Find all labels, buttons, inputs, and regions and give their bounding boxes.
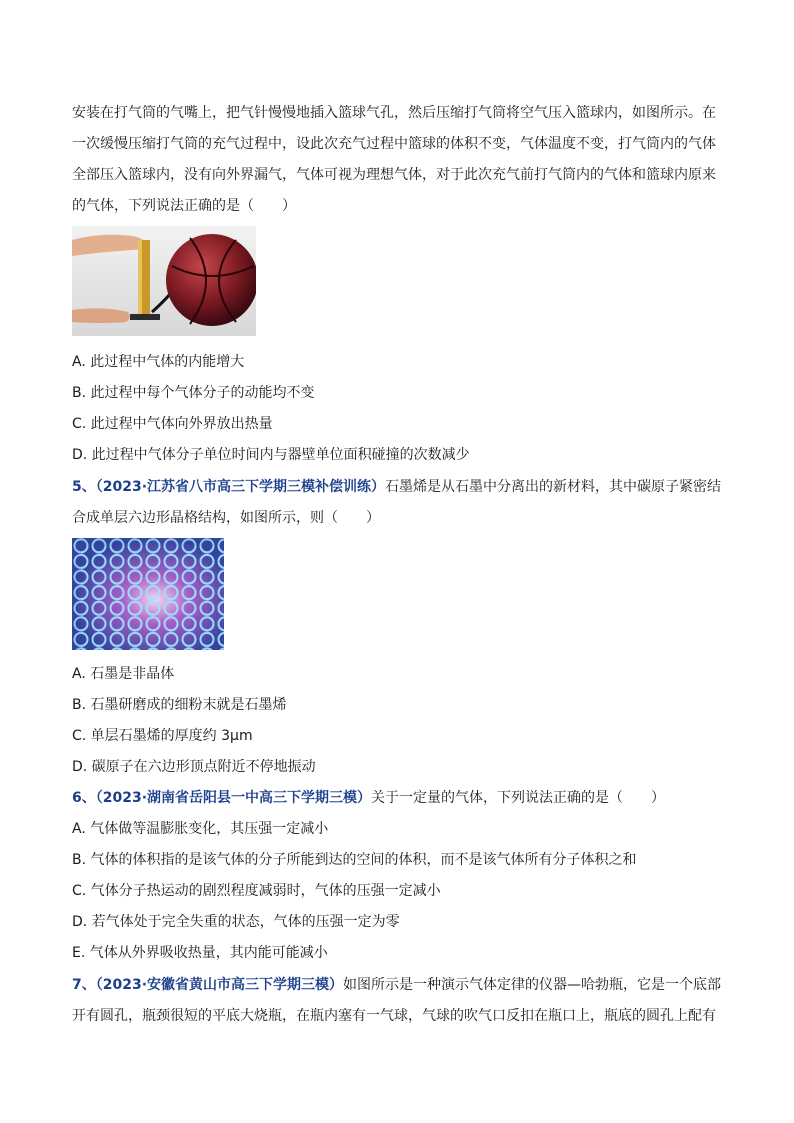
q5-option-d: D. 碳原子在六边形顶点附近不停地振动 (72, 759, 316, 775)
q6-option-d: D. 若气体处于完全失重的状态，气体的压强一定为零 (72, 914, 400, 930)
q7-stem-line-1 (72, 975, 732, 995)
q6-option-c: C. 气体分子热运动的剧烈程度减弱时，气体的压强一定减小 (72, 883, 441, 899)
q4-stem-line-3: 全部压入篮球内，没有向外界漏气，气体可视为理想气体，对于此次充气前打气筒内的气体和篮球内原来 (72, 167, 716, 183)
q4-option-d: D. 此过程中气体分子单位时间内与器壁单位面积碰撞的次数减少 (72, 447, 470, 463)
q6-source: （2023·湖南省岳阳县一中高三下学期三模） (95, 790, 372, 806)
q4-option-c: C. 此过程中气体向外界放出热量 (72, 416, 273, 432)
q5-source: （2023·江苏省八市高三下学期三模补偿训练） (95, 479, 386, 495)
q4-stem-line-4: 的气体，下列说法正确的是（ ） (72, 198, 296, 214)
graphene-lattice-figure (72, 538, 224, 650)
q6-number: 6、 (72, 790, 96, 806)
q5-stem-line-1 (72, 477, 732, 497)
q4-stem-line-2: 一次缓慢压缩打气筒的充气过程中，设此次充气过程中篮球的体积不变，气体温度不变，打气筒内的气体 (72, 136, 716, 152)
q4-stem-line-1: 安装在打气筒的气嘴上，把气针慢慢地插入篮球气孔，然后压缩打气筒将空气压入篮球内，如图所示。在 (72, 105, 716, 121)
q6-option-a: A. 气体做等温膨胀变化，其压强一定减小 (72, 821, 329, 837)
basketball-pump-figure (72, 226, 256, 336)
graphene-lattice-illustration (72, 538, 224, 650)
q7-number: 7、 (72, 977, 96, 993)
q7-stem-line-2: 开有圆孔，瓶颈很短的平底大烧瓶，在瓶内塞有一气球，气球的吹气口反扣在瓶口上，瓶底的圆孔上配有 (72, 1008, 716, 1024)
q5-stem-text: 石墨烯是从石墨中分离出的新材料，其中碳原子紧密结 (385, 479, 722, 495)
q7-source: （2023·安徽省黄山市高三下学期三模） (95, 977, 344, 993)
q5-option-c: C. 单层石墨烯的厚度约 3μm (72, 728, 253, 744)
q4-option-b: B. 此过程中每个气体分子的动能均不变 (72, 385, 315, 401)
q6-option-e: E. 气体从外界吸收热量，其内能可能减小 (72, 945, 328, 961)
q6-stem-text: 关于一定量的气体，下列说法正确的是（ ） (371, 790, 666, 806)
q5-number: 5、 (72, 479, 96, 495)
q6-option-b: B. 气体的体积指的是该气体的分子所能到达的空间的体积，而不是该气体所有分子体积之和 (72, 852, 637, 868)
q4-option-a: A. 此过程中气体的内能增大 (72, 354, 245, 370)
q5-option-b: B. 石墨研磨成的细粉末就是石墨烯 (72, 697, 287, 713)
q5-stem-line-2: 合成单层六边形晶格结构，如图所示，则（ ） (72, 510, 380, 526)
q5-option-a: A. 石墨是非晶体 (72, 666, 175, 682)
basketball-pump-illustration (72, 226, 256, 336)
q7-stem-text: 如图所示是一种演示气体定律的仪器—哈勃瓶，它是一个底部 (343, 977, 722, 993)
q6-stem-line (72, 788, 732, 808)
